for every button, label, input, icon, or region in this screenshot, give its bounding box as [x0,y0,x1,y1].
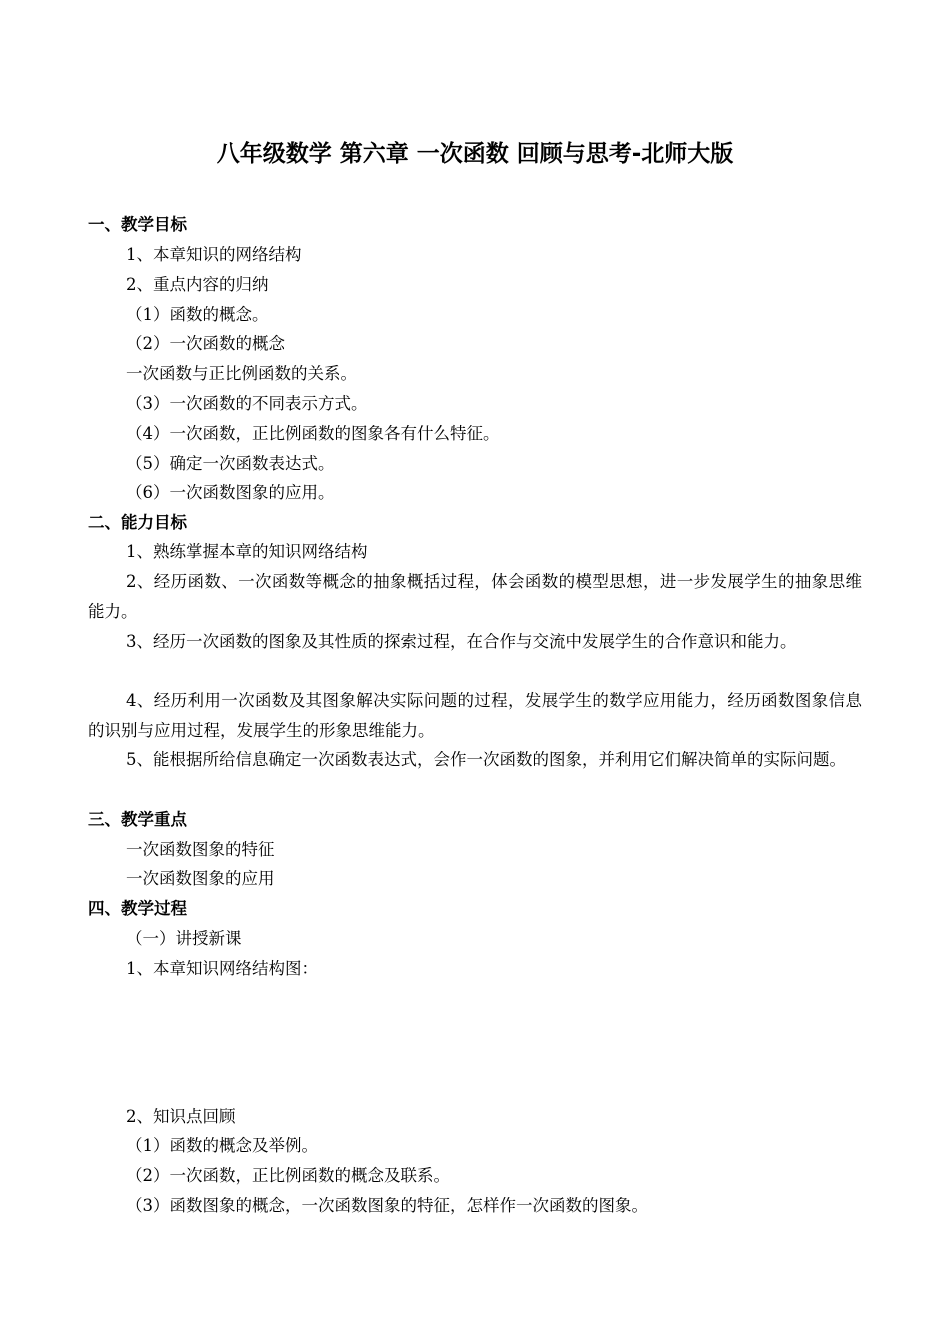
list-item: （5）确定一次函数表达式。 [126,454,335,473]
list-item: （3）一次函数的不同表示方式。 [126,394,368,413]
section-heading-ability-goals: 二、能力目标 [88,513,187,532]
list-item: （2）一次函数，正比例函数的概念及联系。 [126,1166,450,1185]
list-item: （4）一次函数，正比例函数的图象各有什么特征。 [126,424,500,443]
paragraph: 3、经历一次函数的图象及其性质的探索过程，在合作与交流中发展学生的合作意识和能力。 [126,632,797,651]
list-item: （6）一次函数图象的应用。 [126,483,335,502]
list-item: 2、重点内容的归纳 [126,275,269,294]
list-item: 一次函数与正比例函数的关系。 [126,364,357,383]
section-heading-teaching-goals: 一、教学目标 [88,215,187,234]
subheading: （一）讲授新课 [126,929,242,948]
list-item: 2、知识点回顾 [126,1107,236,1126]
list-item: 1、本章知识的网络结构 [126,245,302,264]
paragraph: 2、经历函数、一次函数等概念的抽象概括过程，体会函数的模型思想，进一步发展学生的抽象思维能力。 [88,572,862,621]
document-title: 八年级数学 第六章 一次函数 回顾与思考-北师大版 [216,141,734,167]
list-item: （2）一次函数的概念 [126,334,285,353]
list-item: 1、本章知识网络结构图： [126,959,318,978]
list-item: （3）函数图象的概念，一次函数图象的特征，怎样作一次函数的图象。 [126,1196,648,1215]
list-item: （1）函数的概念。 [126,305,269,324]
list-item: 一次函数图象的应用 [126,869,275,888]
list-item: （1）函数的概念及举例。 [126,1136,318,1155]
paragraph: 5、能根据所给信息确定一次函数表达式，会作一次函数的图象，并利用它们解决简单的实际问题。 [126,750,846,769]
section-heading-teaching-process: 四、教学过程 [88,899,187,918]
list-item: 一次函数图象的特征 [126,840,275,859]
section-heading-key-points: 三、教学重点 [88,810,187,829]
list-item: 1、熟练掌握本章的知识网络结构 [126,542,368,561]
paragraph: 4、经历利用一次函数及其图象解决实际问题的过程，发展学生的数学应用能力，经历函数图象信息的识别与应用过程，发展学生的形象思维能力。 [88,691,862,740]
